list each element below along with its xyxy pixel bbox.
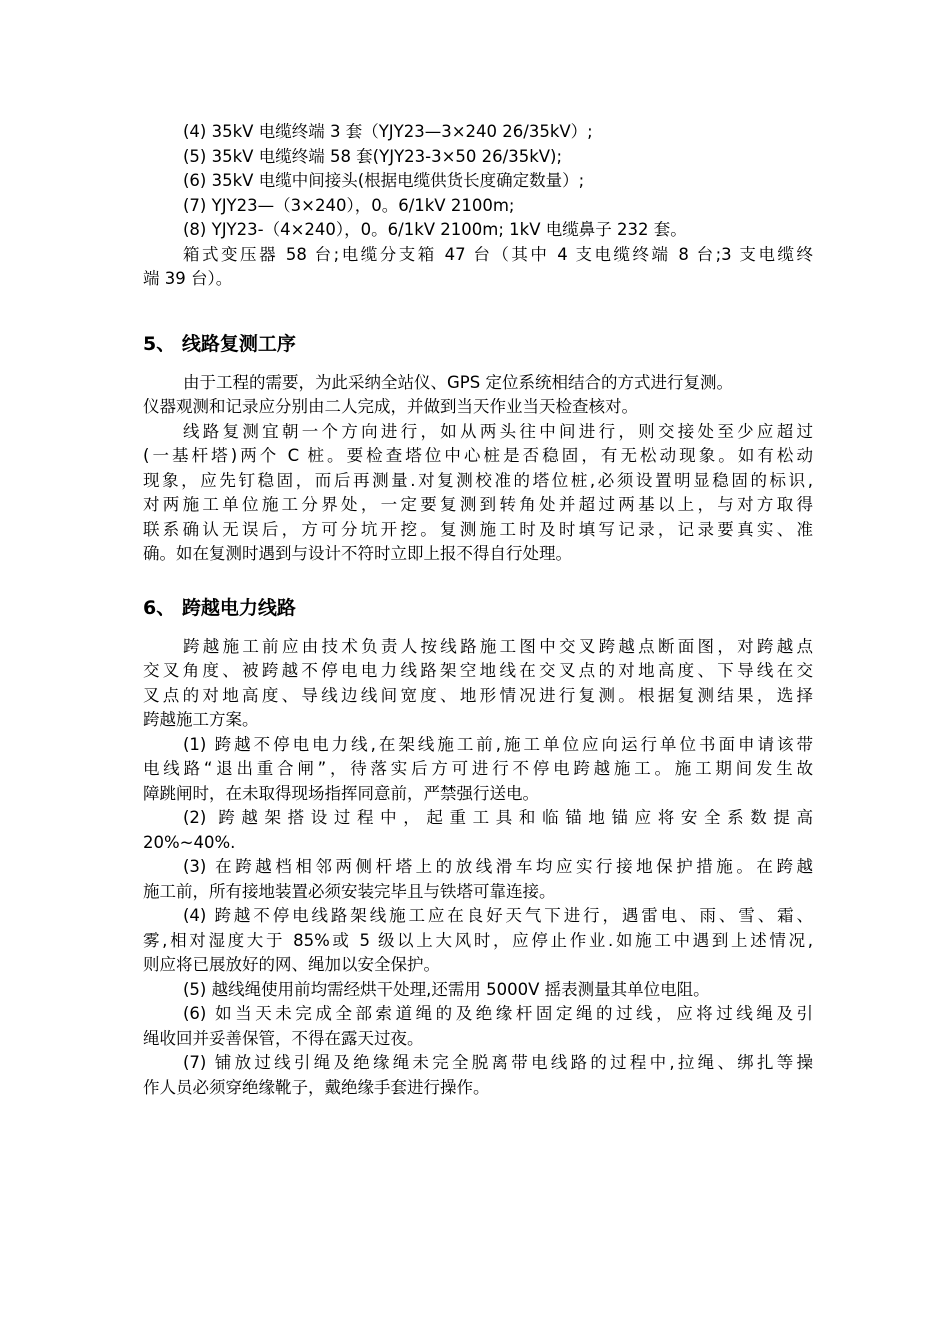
paragraph-line: 则应将已展放好的网、绳加以安全保护。 — [143, 955, 440, 974]
paragraph-line: 叉点的对地高度、导线边线间宽度、地形情况进行复测。根据复测结果，选择 — [143, 685, 813, 705]
paragraph-line: 现象，应先钉稳固，而后再测量.对复测校准的塔位桩,必须设置明显稳固的标识, — [143, 470, 813, 490]
paragraph-line: (一基杆塔)两个 C 桩。要检查塔位中心桩是否稳固，有无松动现象。如有松动 — [143, 446, 813, 465]
list-item: (3) 在跨越档相邻两侧杆塔上的放线滑车均应实行接地保护措施。在跨越 — [183, 857, 813, 876]
list-item: (4) 跨越不停电线路架线施工应在良好天气下进行，遇雷电、雨、雪、霜、 — [183, 906, 813, 925]
paragraph-line: 线路复测宜朝一个方向进行，如从两头往中间进行，则交接处至少应超过 — [183, 421, 813, 441]
paragraph-line: 箱式变压器 58 台;电缆分支箱 47 台（其中 4 支电缆终端 8 台;3 支电缆终 — [183, 244, 813, 264]
paragraph-line: 障跳闸时，在未取得现场指挥同意前，严禁强行送电。 — [143, 783, 539, 803]
paragraph-line: 施工前，所有接地装置必须安装完毕且与铁塔可靠连接。 — [143, 881, 556, 901]
list-item: (8) YJY23-（4×240），0。6/1kV 2100m; 1kV 电缆鼻子 232 套。 — [183, 220, 687, 239]
section-heading: 5、 线路复测工序 — [143, 332, 296, 355]
paragraph-line: 端 39 台）。 — [143, 269, 233, 288]
paragraph-line: 作人员必须穿绝缘靴子，戴绝缘手套进行操作。 — [143, 1077, 490, 1097]
paragraph-line: 交叉角度、被跨越不停电电力线路架空地线在交叉点的对地高度、下导线在交 — [143, 661, 813, 680]
list-item: (7) 铺放过线引绳及绝缘绳未完全脱离带电线路的过程中,拉绳、绑扎等操 — [183, 1053, 813, 1072]
list-item: (5) 35kV 电缆终端 58 套(YJY23-3×50 26/35kV); — [183, 146, 563, 166]
list-item: (6) 35kV 电缆中间接头(根据电缆供货长度确定数量）; — [183, 171, 585, 190]
list-item: (2) 跨越架搭设过程中，起重工具和临锚地锚应将安全系数提高 — [183, 808, 813, 827]
list-item: (6) 如当天未完成全部索道绳的及绝缘杆固定绳的过线，应将过线绳及引 — [183, 1004, 813, 1023]
paragraph-line: 跨越施工前应由技术负责人按线路施工图中交叉跨越点断面图，对跨越点 — [183, 636, 813, 656]
list-item: (5) 越线绳使用前均需经烘干处理,还需用 5000V 摇表测量其单位电阻。 — [183, 979, 710, 999]
paragraph-line: 由于工程的需要，为此采纳全站仪、GPS 定位系统相结合的方式进行复测。 — [183, 372, 733, 392]
list-item: (4) 35kV 电缆终端 3 套（YJY23—3×240 26/35kV）; — [183, 122, 593, 141]
list-item: (7) YJY23—（3×240），0。6/1kV 2100m; — [183, 195, 515, 215]
paragraph-line: 绳收回并妥善保管，不得在露天过夜。 — [143, 1028, 424, 1048]
paragraph-line: 20%~40%. — [143, 832, 236, 852]
paragraph-line: 仪器观测和记录应分别由二人完成，并做到当天作业当天检查核对。 — [143, 397, 638, 416]
paragraph-line: 跨越施工方案。 — [143, 710, 259, 729]
paragraph-line: 确。如在复测时遇到与设计不符时立即上报不得自行处理。 — [143, 544, 572, 563]
paragraph-line: 电线路“退出重合闸”，待落实后方可进行不停电跨越施工。施工期间发生故 — [143, 759, 813, 778]
paragraph-line: 对两施工单位施工分界处，一定要复测到转角处并超过两基以上，与对方取得 — [143, 495, 813, 514]
section-heading: 6、 跨越电力线路 — [143, 596, 296, 619]
paragraph-line: 联系确认无误后，方可分坑开挖。复测施工时及时填写记录，记录要真实、准 — [143, 519, 813, 539]
document-page — [143, 120, 813, 1100]
paragraph-line: 雾,相对湿度大于 85%或 5 级以上大风时，应停止作业.如施工中遇到上述情况, — [143, 930, 813, 950]
list-item: (1) 跨越不停电电力线,在架线施工前,施工单位应向运行单位书面申请该带 — [183, 734, 813, 754]
